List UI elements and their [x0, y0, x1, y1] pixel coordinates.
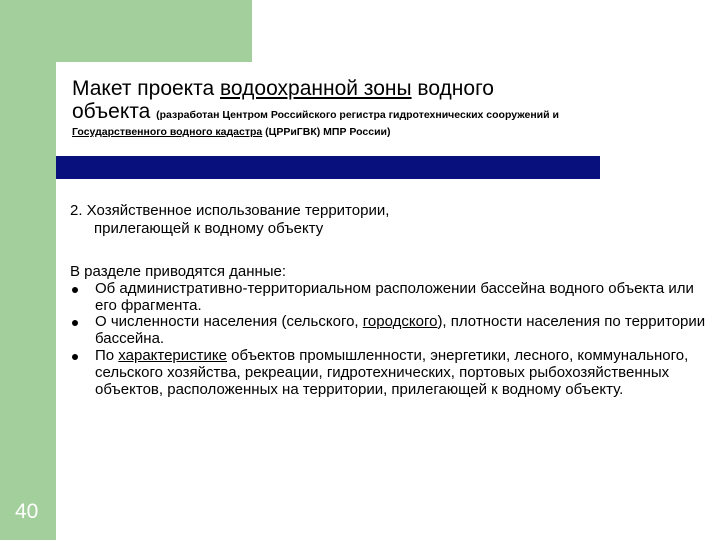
top-accent-block	[56, 0, 252, 62]
title-underlined-text: водоохранной зоны	[220, 77, 412, 100]
slide-title	[72, 78, 672, 138]
title-note-underlined: Государственного водного кадастра	[72, 126, 263, 139]
bullet-dot-icon	[72, 287, 78, 293]
side-accent-bar	[0, 0, 56, 540]
list-item	[70, 314, 710, 348]
title-text-continued: объекта	[72, 100, 157, 124]
title-text-end: водного	[411, 77, 494, 100]
list-item	[70, 281, 710, 315]
page-number: 40	[15, 500, 39, 523]
bullet-list	[70, 281, 710, 399]
title-divider-bar	[56, 156, 600, 179]
section-heading	[70, 202, 630, 237]
body-content	[70, 264, 710, 398]
title-text: Макет проекта	[72, 77, 220, 100]
list-item-underlined: городского	[362, 313, 438, 331]
list-item-text-end: объектов промышленности, энергетики, лесного, коммунального, сельского хозяйства, рекреации, гидротехнических, портовых рыбохозяйственных объектов, расположенных на территории, прилегающей к водному объекту.	[95, 346, 689, 398]
intro-text: В разделе приводятся данные:	[70, 263, 287, 280]
list-item-text: Об административно-территориальном расположении бассейна водного объекта или его фрагмента.	[95, 279, 694, 314]
bullet-dot-icon	[72, 320, 78, 326]
section-heading-line-2: прилегающей к водному объекту	[94, 219, 324, 237]
bullet-dot-icon	[72, 354, 78, 360]
list-item-text: О численности населения (сельского,	[95, 313, 363, 331]
title-line-2	[72, 101, 672, 123]
title-line-3	[72, 127, 672, 138]
list-item-underlined: характеристике	[118, 346, 227, 364]
title-note: (разработан Центром Российского регистра гидротехнических сооружений и	[156, 109, 559, 122]
list-item	[70, 348, 710, 398]
title-line-1	[72, 78, 672, 100]
title-note-end: (ЦРРиГВК) МПР России)	[262, 126, 391, 139]
list-item-text-end: ), плотности населения по территории бассейна.	[95, 313, 706, 348]
section-heading-line-1: 2. Хозяйственное использование территории,	[70, 202, 390, 219]
list-item-text: По	[95, 346, 119, 364]
